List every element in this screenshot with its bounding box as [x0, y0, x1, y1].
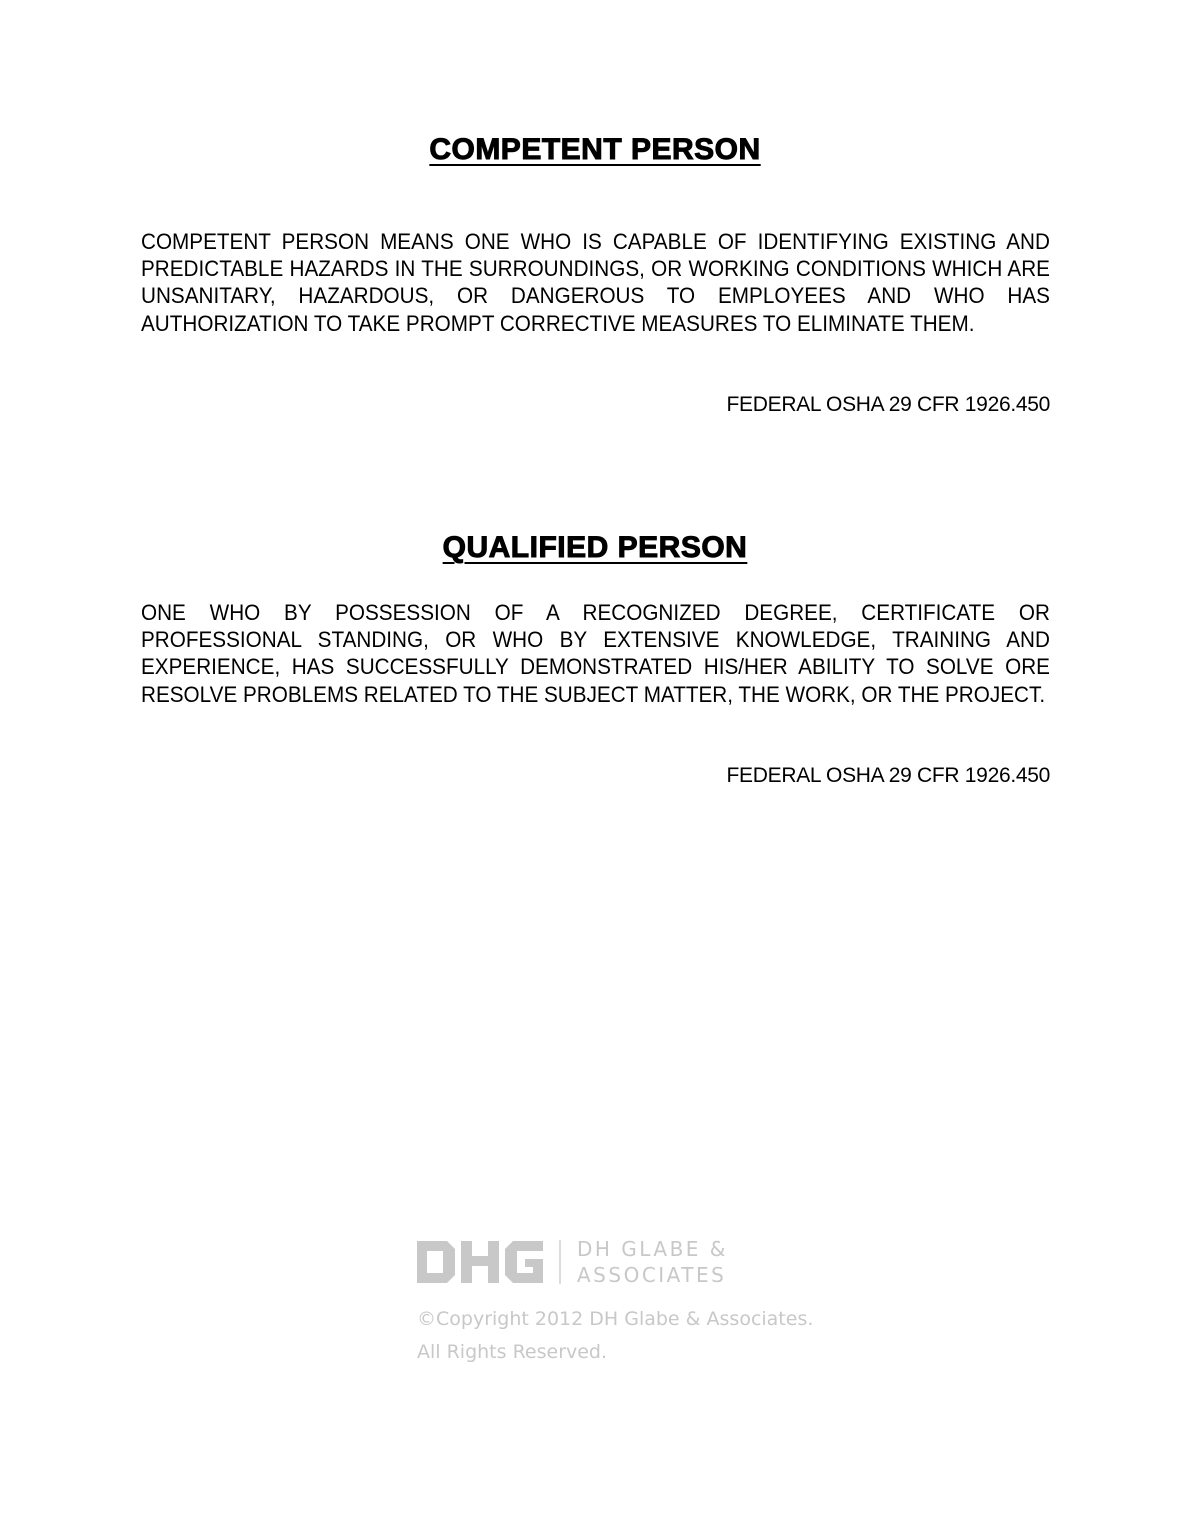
company-footer	[417, 1235, 837, 1369]
logo-line-2: ASSOCIATES	[577, 1263, 727, 1287]
copyright-notice	[417, 1303, 837, 1369]
competent-person-definition: COMPETENT PERSON MEANS ONE WHO IS CAPABLE OF IDENTIFYING EXISTING AND PREDICTABLE HAZARDS IN THE SURROUNDINGS, OR WORKING CONDITIONS WHICH ARE UNSANITARY, HAZARDOUS, OR DANGEROUS TO EMPLOYEES AND WHO HAS AUTHORIZATION TO TAKE PROMPT CORRECTIVE MEASURES TO ELIMINATE THEM.	[141, 229, 1050, 336]
logo-company-name	[577, 1236, 728, 1288]
competent-person-citation: FEDERAL OSHA 29 CFR 1926.450	[726, 393, 1050, 416]
qualified-person-heading: QUALIFIED PERSON	[442, 531, 748, 564]
company-logo	[417, 1235, 837, 1289]
qualified-person-citation: FEDERAL OSHA 29 CFR 1926.450	[726, 764, 1050, 787]
qualified-person-definition: ONE WHO BY POSSESSION OF A RECOGNIZED DEGREE, CERTIFICATE OR PROFESSIONAL STANDING, OR WHO BY EXTENSIVE KNOWLEDGE, TRAINING AND EXPERIENCE, HAS SUCCESSFULLY DEMONSTRATED HIS/HER ABILITY TO SOLVE ORE RESOLVE PROBLEMS RELATED TO THE SUBJECT MATTER, THE WORK, OR THE PROJECT.	[141, 600, 1050, 707]
logo-divider	[559, 1240, 561, 1284]
competent-person-heading: COMPETENT PERSON	[429, 133, 761, 166]
copyright-line-2: All Rights Reserved.	[417, 1341, 608, 1363]
copyright-line-1: ©Copyright 2012 DH Glabe & Associates.	[417, 1308, 814, 1330]
dhg-logo-icon	[417, 1239, 545, 1285]
logo-line-1: DH GLABE &	[577, 1237, 728, 1261]
